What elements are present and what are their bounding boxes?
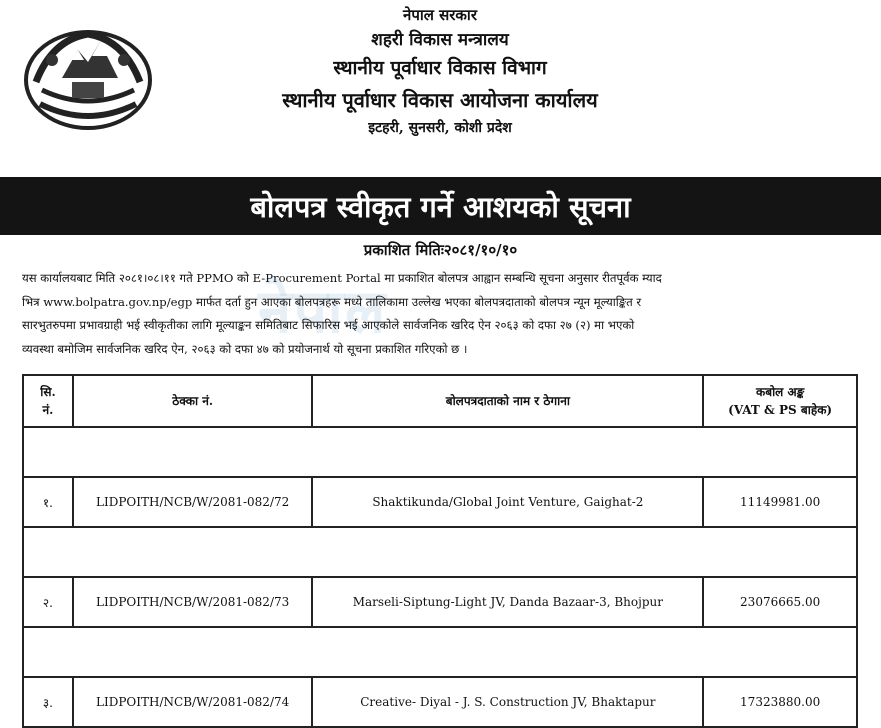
office-header [160, 4, 720, 137]
notice-body [22, 267, 862, 361]
row-serial-number: ३. [23, 677, 73, 727]
row-bidder: Shaktikunda/Global Joint Venture, Gaighat-2 [312, 477, 703, 527]
row-serial-number: २. [23, 577, 73, 627]
notice-body-line: व्यवस्था बमोजिम सार्वजनिक खरिद ऐन, २०६३ को दफा ४७ को प्रयोजनार्थ यो सूचना प्रकाशित गरिएको छ । [22, 341, 468, 356]
table-row [23, 477, 857, 527]
office-location: इटहरी, सुनसरी, कोशी प्रदेश [368, 119, 512, 136]
ministry-name: शहरी विकास मन्त्रालय [371, 29, 509, 50]
notice-body-line: भित्र www.bolpatra.gov.np/egp मार्फत दर्ता हुन आएका बोलपत्रहरू मध्ये तालिकामा उल्लेख भएका बोलपत्रदाताको बोलपत्र न्यून मूल्याङ्कित र [22, 294, 642, 309]
notice-body-line: यस कार्यालयबाट मिति २०८१।०८।११ गते PPMO को E-Procurement Portal मा प्रकाशित बोलपत्र आह्वान सम्बन्धि सूचना अनुसार रीतपूर्वक म्याद [22, 271, 662, 285]
row-bid-amount: 17323880.00 [703, 677, 857, 727]
published-date: प्रकाशित मितिः२०८१/१०/१० [363, 241, 518, 259]
government-name: नेपाल सरकार [403, 6, 477, 24]
notice-title: बोलपत्र स्वीकृत गर्ने आशयको सूचना [250, 189, 631, 224]
notice-body-line: सारभुतरुपमा प्रभावग्राही भई स्वीकृतीका लागि मूल्याङ्कन समितिबाट सिफारिस भई आएकोले सार्वजनिक खरिद ऐन २०६३ को दफा २७ (२) मा भएको [22, 318, 635, 332]
table-row [23, 577, 857, 627]
watermark: नेपाल [258, 277, 388, 347]
row-contract-number: LIDPOITH/NCB/W/2081-082/74 [73, 677, 313, 727]
row-contract-number: LIDPOITH/NCB/W/2081-082/72 [73, 477, 313, 527]
row-bidder: Marseli-Siptung-Light JV, Danda Bazaar-3, Bhojpur [312, 577, 703, 627]
office-name: स्थानीय पूर्वाधार विकास आयोजना कार्यालय [282, 87, 598, 112]
bid-table [22, 374, 858, 728]
department-name: स्थानीय पूर्वाधार विकास विभाग [333, 57, 547, 79]
header-contract-number: ठेक्का नं. [73, 375, 313, 427]
row-contract-number: LIDPOITH/NCB/W/2081-082/73 [73, 577, 313, 627]
header-serial-number: सि. नं. [23, 375, 73, 427]
header-bidder: बोलपत्रदाताको नाम र ठेगाना [312, 375, 703, 427]
header-bid-amount: कबोल अङ्क (VAT & PS बाहेक) [703, 375, 857, 427]
table-row [23, 677, 857, 727]
row-bidder: Creative- Diyal - J. S. Construction JV, Bhaktapur [312, 677, 703, 727]
row-bid-amount: 23076665.00 [703, 577, 857, 627]
table-header-row [23, 375, 857, 427]
notice-title-banner [0, 177, 881, 235]
row-bid-amount: 11149981.00 [703, 477, 857, 527]
row-serial-number: १. [23, 477, 73, 527]
nepal-government-emblem [22, 20, 154, 132]
